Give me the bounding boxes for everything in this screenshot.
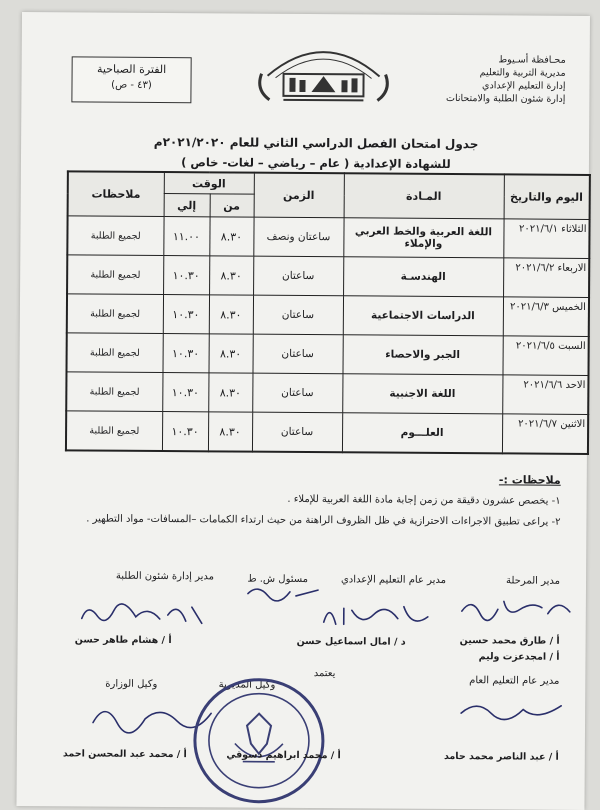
table-row (67, 216, 589, 259)
row-notes: لجميع الطلبة (67, 294, 163, 334)
period-box (71, 56, 191, 103)
period-code: (٤٣ - ص) (72, 79, 190, 91)
row-day: الثلاثاء ٢٠٢١/٦/١ (503, 219, 589, 259)
row-subject: اللغة العربية والخط العربي والإملاء (343, 218, 503, 258)
row-notes: لجميع الطلبة (66, 333, 162, 373)
period-label: الفترة الصباحية (73, 62, 191, 76)
row-day: الاحد ٢٠٢١/٦/٦ (502, 375, 588, 415)
header-from: من (210, 194, 254, 217)
row-duration: ساعتان (252, 334, 342, 374)
row-from: ٨.٣٠ (208, 334, 252, 373)
directorate-deputy-title: وكيل المديرية (219, 679, 276, 690)
row-duration: ساعتان (252, 412, 342, 452)
header-duration: الزمن (254, 173, 344, 218)
row-notes: لجميع الطلبة (66, 411, 162, 451)
affairs-director-title: مدير إدارة شئون الطلبة (116, 571, 214, 583)
row-day: الخميس ٢٠٢١/٦/٣ (503, 297, 589, 337)
signature-stage-director (458, 591, 578, 626)
row-to: ١١.٠٠ (163, 217, 209, 256)
row-from: ٨.٣٠ (209, 295, 253, 334)
row-subject: العلـــوم (342, 413, 502, 454)
notes-heading: ملاحظات :- (499, 473, 561, 486)
row-from: ٨.٣٠ (209, 256, 253, 295)
signer-name: أ / طارق محمد حسين (460, 635, 560, 647)
row-subject: الدراسات الاجتماعية (343, 296, 503, 336)
administration: إدارة التعليم الإعدادي (446, 79, 565, 93)
general-education-director-title: مدير عام التعليم العام (469, 675, 559, 687)
table-row (66, 333, 588, 376)
signer-name: أ / عبد الناصر محمد حامد (444, 751, 559, 763)
row-notes: لجميع الطلبة (67, 216, 163, 256)
signature-general-education-director (457, 695, 567, 726)
row-duration: ساعتان (253, 295, 343, 335)
signature-affairs-director (78, 596, 208, 633)
row-day: السبت ٢٠٢١/٦/٥ (502, 336, 588, 376)
row-notes: لجميع الطلبة (67, 255, 163, 295)
row-to: ١٠.٣٠ (162, 412, 208, 452)
row-from: ٨.٣٠ (208, 412, 252, 452)
header-notes: ملاحظات (68, 171, 164, 216)
row-subject: الجبر والاحصاء (342, 335, 502, 375)
row-subject: الهندسـة (343, 257, 503, 297)
row-from: ٨.٣٠ (208, 373, 252, 412)
table-row (66, 372, 588, 415)
note-item: ١- يخصص عشرون دقيقة من زمن إجابة مادة اللغة العربية للإملاء . (287, 494, 560, 507)
row-to: ١٠.٣٠ (163, 256, 209, 295)
signer-name: أ / محمد ابراهيم دسوقي (226, 749, 341, 761)
signature-general-director (318, 598, 438, 633)
signer-name: د / امال اسماعيل حسن (297, 636, 406, 648)
row-duration: ساعتان (252, 373, 342, 413)
row-duration: ساعتان (253, 256, 343, 296)
table-row (67, 294, 589, 337)
signer-name: أ / امجدعزت وليم (479, 651, 560, 663)
row-day: الاثنين ٢٠٢١/٦/٧ (502, 414, 588, 454)
row-to: ١٠.٣٠ (162, 334, 208, 373)
row-to: ١٠.٣٠ (162, 373, 208, 412)
exam-schedule-document (16, 12, 590, 810)
row-day: الاربعاء ٢٠٢١/٦/٢ (503, 258, 589, 298)
official-stamp-icon (188, 673, 329, 808)
table-row (66, 411, 588, 454)
directorate: مديرية التربية والتعليم (446, 66, 565, 80)
governorate: محـافظة أسـيوط (446, 53, 565, 67)
signature-st-officer (244, 580, 324, 603)
row-to: ١٠.٣٠ (163, 295, 209, 334)
table-row (67, 255, 589, 298)
signer-name: أ / هشام طاهر حسن (75, 634, 172, 646)
header-time: الوقت (164, 172, 254, 194)
header-day: اليوم والتاريخ (504, 174, 590, 219)
approved-label: يعتمد (314, 668, 336, 679)
signer-name: أ / محمد عبد المحسن احمد (63, 748, 187, 760)
st-officer-title: مسئول ش. ط (247, 574, 308, 585)
general-director-title: مدير عام التعليم الإعدادي (341, 574, 446, 586)
stage-director-title: مدير المرحلة (506, 575, 560, 586)
document-title: جدول امتحان الفصل الدراسي الثاني للعام ٢٠٢١/٢٠٢٠م (101, 135, 531, 152)
row-duration: ساعتان ونصف (253, 217, 343, 257)
department: إدارة شئون الطلبة والامتحانات (446, 92, 565, 106)
header-subject: المـادة (344, 173, 504, 219)
issuer-header (446, 53, 566, 106)
header-to: إلي (164, 194, 210, 217)
note-item: ٢- يراعى تطبيق الاجراءات الاحترازية في ظل الظروف الراهنة من حيث ارتداء الكمامات –المسافات- مواد التطهير . (86, 513, 560, 527)
ministry-deputy-title: وكيل الوزارة (105, 679, 157, 690)
document-subtitle: للشهادة الإعدادية ( عام – رياضي – لغات- خاص ) (101, 155, 531, 172)
ministry-logo-icon (253, 34, 393, 107)
exam-schedule-table (65, 170, 591, 455)
row-from: ٨.٣٠ (209, 217, 253, 256)
row-subject: اللغة الاجنبية (342, 374, 502, 414)
row-notes: لجميع الطلبة (66, 372, 162, 412)
